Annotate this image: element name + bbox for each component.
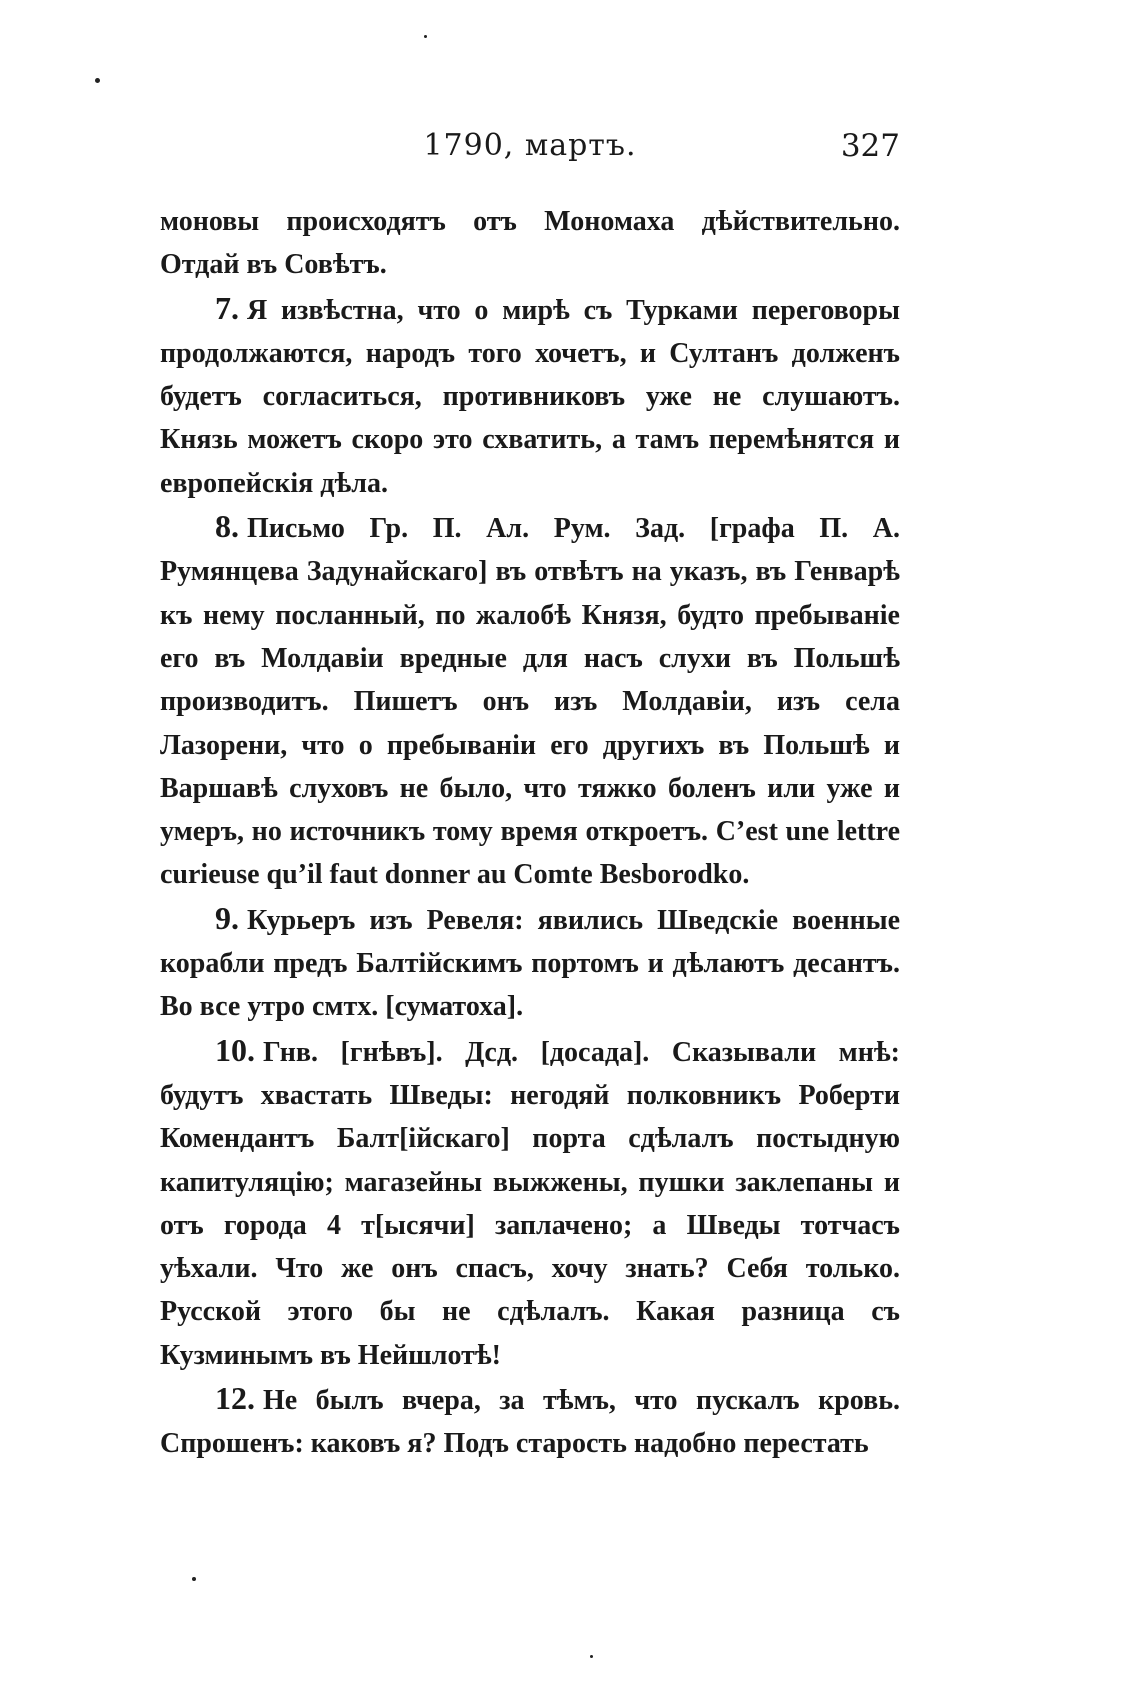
entry-number: 8. <box>215 508 239 545</box>
paragraph-text: Не былъ вчера, за тѣмъ, что пускалъ кровь. Спрошенъ: каковъ я? Подъ старость надобно перестать <box>160 1385 900 1460</box>
scan-speck <box>424 35 427 38</box>
entry-number: 7. <box>215 289 239 326</box>
paragraph-entry-9 <box>160 897 900 1029</box>
paragraph-entry-12 <box>160 1377 900 1466</box>
paragraph-continuation <box>160 200 900 287</box>
paragraph-text: Курьеръ изъ Ревеля: явились Шведскіе военные корабли предъ Балтійскимъ портомъ и дѣлаютъ десантъ. Во все утро смтх. [суматоха]. <box>160 904 900 1023</box>
page-number: 327 <box>840 128 900 164</box>
scan-speck <box>192 1577 196 1581</box>
entry-number: 12. <box>215 1380 255 1417</box>
scan-speck <box>95 78 100 83</box>
paragraph-entry-10 <box>160 1029 900 1377</box>
paragraph-text: Я извѣстна, что о мирѣ съ Турками переговоры продолжаются, народъ того хочетъ, и Султанъ долженъ будетъ согласиться, противниковъ уже не слушаютъ. Князь можетъ скоро это схватить, а тамъ перемѣнятся и европейскія дѣла. <box>160 294 900 499</box>
scan-speck <box>590 1655 593 1658</box>
running-header <box>160 128 900 172</box>
paragraph-entry-7 <box>160 287 900 505</box>
paragraph-text: моновы происходятъ отъ Мономаха дѣйствительно. Отдай въ Совѣтъ. <box>160 206 900 281</box>
main-text <box>160 200 900 1466</box>
header-title: 1790, мартъ. <box>423 128 637 163</box>
entry-number: 9. <box>215 899 239 936</box>
paragraph-text: Гнв. [гнѣвъ]. Дсд. [досада]. Сказывали мнѣ: будутъ хвастать Шведы: негодяй полковникъ Роберти Комендантъ Балт[ійскаго] порта сдѣлалъ постыдную капитуляцію; магазейны выжжены, пушки заклепаны и отъ города 4 т[ысячи] заплачено; а Шведы тотчасъ уѣхали. Что же онъ спасъ, хочу знать? Себя только. Русской этого бы не сдѣлалъ. Какая разница съ Кузминымъ въ Нейшлотѣ! <box>160 1036 900 1371</box>
entry-number: 10. <box>215 1031 255 1068</box>
paragraph-entry-8 <box>160 505 900 897</box>
paragraph-text: Письмо Гр. П. Ал. Рум. Зад. [графа П. А. Румянцева Задунайскаго] въ отвѣтъ на указъ, въ Генварѣ къ нему посланный, по жалобѣ Князя, будто пребываніе его въ Молдавіи вредные для насъ слухи въ Польшѣ производитъ. Пишетъ онъ изъ Молдавіи, изъ села Лазорени, что о пребываніи его другихъ въ Польшѣ и Варшавѣ слуховъ не было, что тяжко боленъ или уже и умеръ, но источникъ тому время откроетъ. C’est une lettre curieuse qu’il faut donner au Comte Besborodko. <box>160 513 900 891</box>
